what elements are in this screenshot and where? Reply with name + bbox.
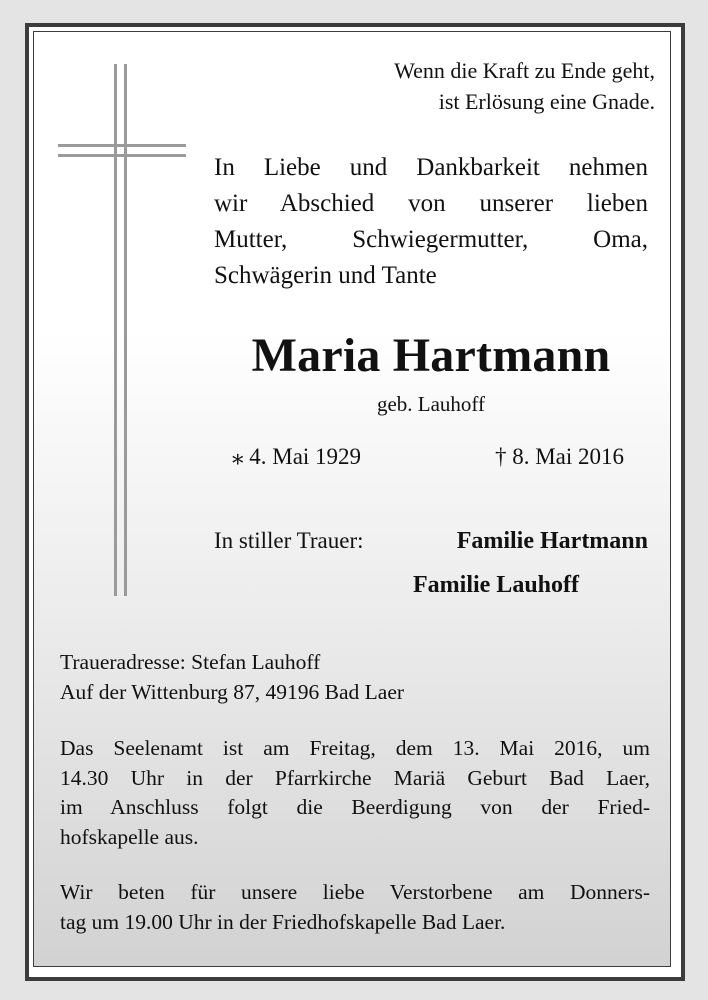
prayer-line: tag um 19.00 Uhr in der Friedhofskapelle Bad Laer. bbox=[60, 909, 506, 934]
intro-line: Mutter, Schwiegermutter, Oma, bbox=[214, 226, 648, 253]
intro-line: In Liebe und Dankbarkeit nehmen bbox=[214, 154, 648, 181]
family-name: Familie Hartmann bbox=[456, 528, 648, 554]
intro-line: Schwägerin und Tante bbox=[214, 262, 437, 289]
quote bbox=[394, 55, 655, 117]
maiden-name: geb. Lauhoff bbox=[376, 392, 486, 416]
deceased-name: Maria Hartmann bbox=[251, 329, 611, 382]
service-line: 14.30 Uhr in der Pfarrkirche Mariä Geburt Bad Laer, bbox=[60, 765, 650, 790]
cross-icon bbox=[58, 64, 186, 598]
address-line: Traueradresse: Stefan Lauhoff bbox=[60, 650, 321, 674]
intro-line: wir Abschied von unserer lieben bbox=[214, 190, 648, 217]
prayer-line: Wir beten für unsere liebe Verstorbene am Donners- bbox=[60, 880, 650, 904]
mourning-address bbox=[60, 648, 650, 707]
service-info bbox=[60, 734, 650, 852]
quote-line: ist Erlösung eine Gnade. bbox=[438, 89, 655, 114]
address-line: Auf der Wittenburg 87, 49196 Bad Laer bbox=[60, 679, 405, 704]
prayer-info bbox=[60, 878, 650, 937]
family-name: Familie Lauhoff bbox=[413, 572, 579, 598]
service-line: im Anschluss folgt die Beerdigung von der Fried- bbox=[60, 795, 650, 819]
birth-date: ⁎ 4. Mai 1929 bbox=[232, 444, 362, 469]
intro-text bbox=[214, 150, 648, 294]
quote-line: Wenn die Kraft zu Ende geht, bbox=[394, 58, 655, 83]
service-line: Das Seelenamt ist am Freitag, dem 13. Mai 2016, um bbox=[60, 736, 650, 760]
death-date: † 8. Mai 2016 bbox=[494, 444, 624, 469]
mourners-label: In stiller Trauer: bbox=[214, 528, 364, 553]
service-line: hofskapelle aus. bbox=[60, 824, 199, 849]
